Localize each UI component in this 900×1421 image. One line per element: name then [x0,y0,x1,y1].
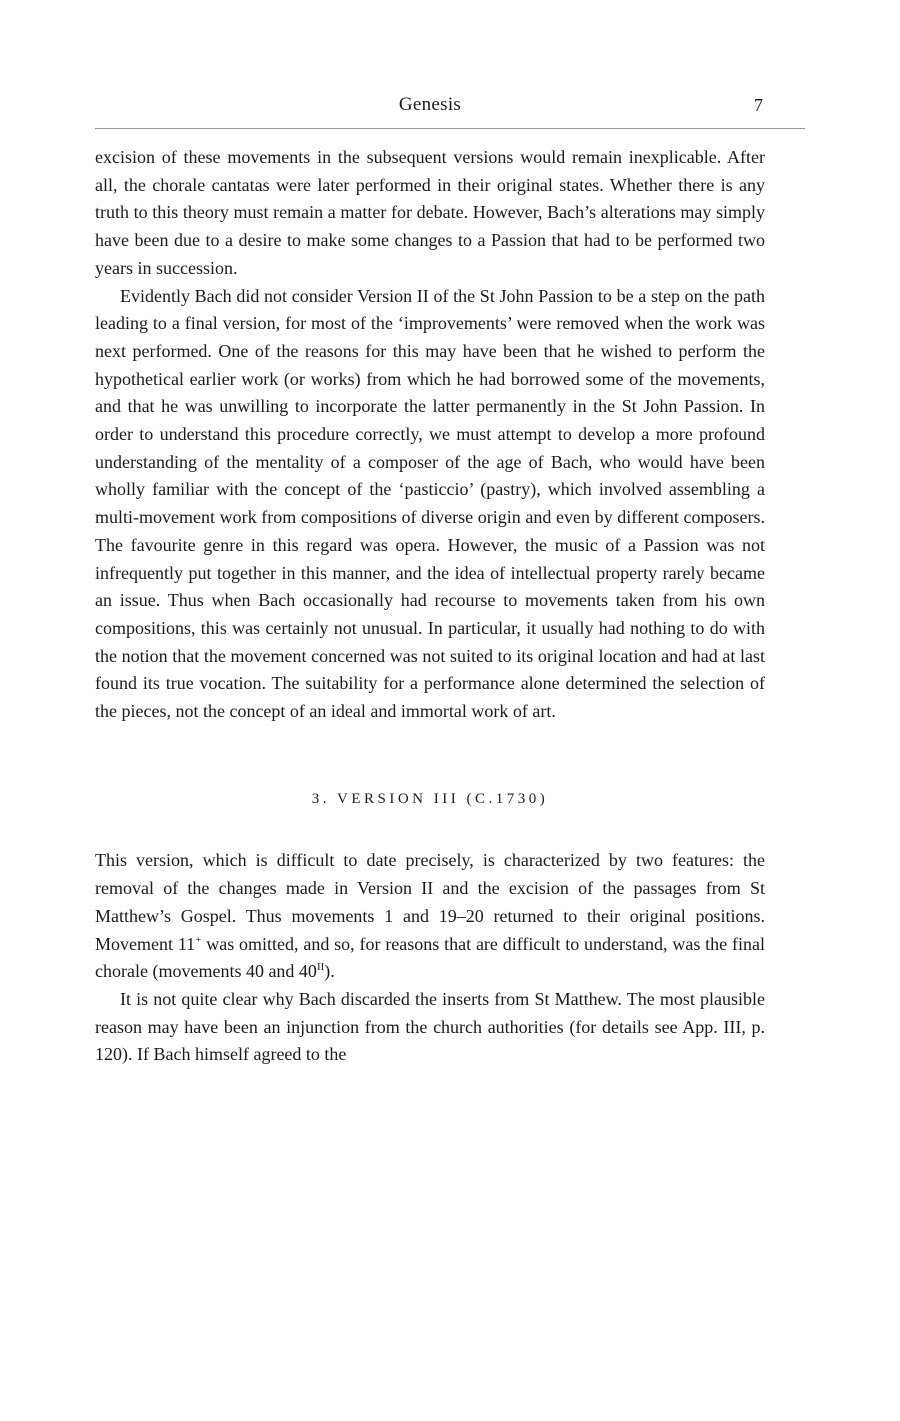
superscript-plus: + [195,933,202,946]
superscript-ii: II [316,961,325,974]
page-header [95,94,765,120]
page-number: 7 [754,95,763,115]
paragraph-continuation: excision of these movements in the subsequent versions would remain inexplicable. After all, the chorale cantatas were later performed in their original states. Whether there is any truth to this theory must remain a matter for debate. However, Bach’s alterations may simply have been due to a desire to make some changes to a Passion that had to be performed two years in succession. [95,147,765,278]
section-heading: 3. VERSION III (C.1730) [311,790,549,807]
paragraph-text: This version, which is difficult to date precisely, is characterized by two features: the removal of the changes made in Version II and the excision of the passages from St Matthew’s Gospel. Thus movements 1 and 19–20 returned to their original positions. Movement 11 [95,850,765,954]
paragraph-text: was omitted, and so, for reasons that are difficult to understand, was the final chorale (movements 40 and 40 [95,933,765,982]
paragraph: It is not quite clear why Bach discarded the inserts from St Matthew. The most plausible reason may have been an injunction from the church authorities (for details see App. III, p. 120). If Bach himself agreed to the [95,988,765,1065]
header-rule [95,128,805,129]
paragraph [95,847,765,986]
book-page [95,94,805,1069]
paragraph-text: ). [324,961,335,982]
paragraph: Evidently Bach did not consider Version II of the St John Passion to be a step on the path leading to a final version, for most of the ‘improvements’ were removed when the work was next performed. One of the reasons for this may have been that he wished to perform the hypothetical earlier work (or works) from which he had borrowed some of the movements, and that he was unwilling to incorporate the latter permanently in the St John Passion. In order to understand this procedure correctly, we must attempt to develop a more profound understanding of the mentality of a composer of the age of Bach, who would have been wholly familiar with the concept of the ‘pasticcio’ (pastry), which involved assembling a multi-movement work from compositions of diverse origin and even by different composers. The favourite genre in this regard was opera. However, the music of a Passion was not infrequently put together in this manner, and the idea of intellectual property rarely became an issue. Thus when Bach occasionally had recourse to movements taken from his own compositions, this was certainly not unusual. In particular, it usually had nothing to do with the notion that the movement concerned was not suited to its original location and had at last found its true vocation. The suitability for a performance alone determined the selection of the pieces, not the concept of an ideal and immortal work of art. [95,285,765,722]
text-block [95,144,765,1069]
running-title: Genesis [398,94,462,115]
